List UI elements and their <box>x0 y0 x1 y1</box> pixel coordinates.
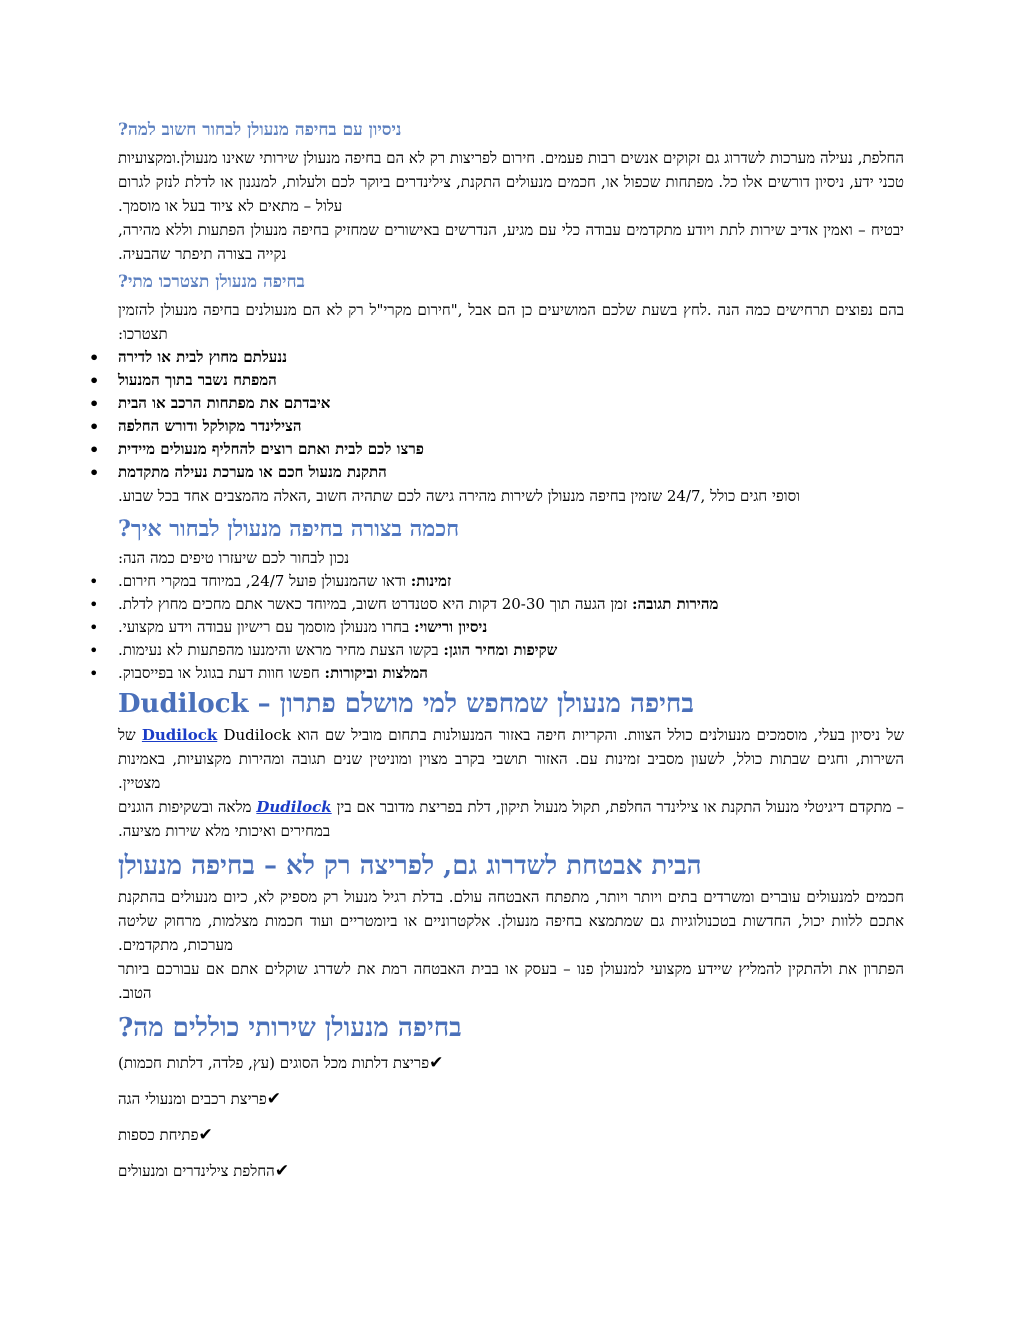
list-item: • ננעלתם מחוץ לבית או לדירה <box>118 346 904 369</box>
tip-text: בחרו מנעולן מוסמך עם רישיון עבודה וידע מקצועי. <box>118 618 410 636</box>
section-heading-when-needed: בחיפה מנעולן תצטרכו מתי? <box>118 272 305 292</box>
paragraph-dudilock-1 <box>118 723 904 795</box>
paragraph-when-needed-intro: בהם נפוצים תרחישים כמה הנה .לחץ בשעת שלכם המושיעים כן הם אבל ,"חירום מקרי"ל רק לא הם מנעולנים בחיפה מנעולן להזמין תצטרכו: <box>118 301 904 343</box>
service-item <box>118 1051 904 1075</box>
tip-item <box>118 616 904 639</box>
checkmark-icon: ✔ <box>429 1053 444 1073</box>
service-item-label: פתיחת כספות <box>118 1126 199 1144</box>
section-heading-security-upgrade: הבית אבטחת לשדרוג גם, לפריצה רק לא – בחיפה מנעולן <box>118 851 702 881</box>
list-item: • איבדתם את מפתחות הרכב או הבית <box>118 392 904 415</box>
paragraph-security-upgrade-2: הפתרון את ולהתקין להמליץ שיידע מקצועי למנעולן פנו – בעסק או בבית האבטחה רמת את לשדרג שוקלים אתם אם עבורכם ביותר הטוב. <box>118 960 904 1002</box>
checkmark-icon: ✔ <box>266 1089 282 1109</box>
dudilock-link[interactable]: Dudilock <box>141 726 218 744</box>
scenario-list <box>118 346 904 484</box>
tip-item <box>118 593 904 616</box>
dudilock-text-pre: של ניסיון בעלי, מוסמכים מנעולנים כולל הצוות. והקריות חיפה באזור המנעולנות בתחום מוביל שם הוא <box>297 726 904 744</box>
tip-label: ניסיון ורישוי: <box>413 618 488 636</box>
tip-text: בקשו הצעת מחיר מראש והימנעו מהפתעות לא נעימות. <box>118 641 439 659</box>
list-item: • פרצו לכם לבית ואתם רוצים להחליף מנעולים מיידית <box>118 438 904 461</box>
dudilock-services-post: מלאה ובשקיפות הוגנים במחירים ואיכותי מלא שירות מציעה. <box>118 798 331 840</box>
tip-item <box>118 570 904 593</box>
tip-item <box>118 662 904 685</box>
tip-text: חפשו חוות דעת בגוגל או בפייסבוק. <box>118 664 320 682</box>
paragraph-why-experience-2: יבטיח – ואמין אדיב שירות לתת ויודע מתקדמים עבודה כלי עם מגיע, הנדרשים באישורים שמחזיק בחיפה מנעולן הפתעות וללא מהירה, נקייה בצורה תיפתר שהבעיה. <box>118 221 904 263</box>
document-content <box>118 118 904 1195</box>
tip-label: המלצות וביקורות: <box>324 664 428 682</box>
paragraph-when-needed-outro: וסופי חגים כולל ,24/7 שזמין בחיפה מנעולן לשירות מהירה גישה לכם שתהיה חשוב ,האלה מהמצבים אחד בכל שבוע. <box>118 487 800 505</box>
services-checklist <box>118 1051 904 1183</box>
dudilock-text-post: Dudilock של השירות, וחגים שבתות כולל, לשעון מסביב זמינות עם. האזור תושבי בקרב מצוין ומוניטין שנים תגובה ומהירות מקצועיות, באמינות מצטיין. <box>118 726 904 792</box>
tip-label: זמינות: <box>410 572 452 590</box>
section-heading-dudilock: בחיפה מנעולן שמחפש למי מושלם פתרון – Dudilock <box>118 689 694 719</box>
service-item <box>118 1123 904 1147</box>
tips-list <box>118 570 904 685</box>
service-item-label: פריצת רכבים ומנעולי הגה <box>118 1090 267 1108</box>
tip-label: מהירות תגובה: <box>632 595 719 613</box>
dudilock-services-pre: – מתקדם דיגיטלי מנעול התקנת או צילינדר החלפת, תקול מנעול תיקון, דלת בפריצת מדובר אם בין <box>336 798 904 816</box>
service-item <box>118 1087 904 1111</box>
paragraph-dudilock-2 <box>118 795 904 843</box>
list-item: • המפתח נשבר בתוך המנעול <box>118 369 904 392</box>
checkmark-icon: ✔ <box>198 1125 213 1145</box>
section-heading-services: בחיפה מנעולן שירותי כוללים מה? <box>118 1013 462 1043</box>
paragraph-security-upgrade-1: חכמים למנעולים עוברים ומשרדים בתים ויותר ויותר, מתפתח האבטחה עולם. בדלת רגיל מנעול רק מספיק לא, כיום מנעולים בהתקנת אתכם ללוות יכול, החדשות בטכנולוגיות גם שמתמצא בחיפה מנעולן. אלקטרוניים או ביומטריים ועוד חכמות מצלמות, מרחוק שליטה מערכות, מתקדמים. <box>118 888 904 954</box>
list-item: • הצילינדר מקולקל ודורש החלפה <box>118 415 904 438</box>
checkmark-icon: ✔ <box>274 1161 290 1181</box>
service-item <box>118 1159 904 1183</box>
section-heading-why-experience: ניסיון עם בחיפה מנעולן לבחור חשוב למה? <box>118 120 402 140</box>
service-item-label: פריצת דלתות מכל הסוגים (עץ, פלדה, דלתות חכמות) <box>118 1054 430 1072</box>
tip-item <box>118 639 904 662</box>
tip-label: שקיפות ומחיר הוגן: <box>443 641 558 659</box>
service-item-label: החלפת צילינדרים ומנעולים <box>118 1162 275 1180</box>
paragraph-why-experience-1: החלפת, נעילה מערכות לשדרוג גם זקוקים אנשים רבות פעמים. חירום לפריצות רק לא הם בחיפה מנעולן שירותי שאינו מנעולן.ומקצועיות טכני ידע, ניסיון דורשים אלו כל. מפתחות שכפול או, חכמים מנעולים התקנת, צילינדרים ביוקר לכם ולעלות, למנגנון או לדלת לנזק לגרום עלול – מתאים לא ציוד בעל או מוסמך. <box>118 149 904 215</box>
section-heading-how-to-choose: חכמה בצורה בחיפה מנעולן לבחור איך? <box>118 516 460 542</box>
tip-text: זמן הגעה תוך 20-30 דקות היא סטנדרט חשוב, במיוחד כאשר אתם מחכים מחוץ לדלת. <box>118 595 628 613</box>
list-item: • התקנת מנעול חכם או מערכת נעילה מתקדמת <box>118 461 904 484</box>
tip-text: ודאו שהמנעולן פועל 24/7, במיוחד במקרי חירום. <box>118 572 406 590</box>
dudilock-link-2[interactable]: Dudilock <box>256 798 332 816</box>
paragraph-how-to-choose-intro: נכון לבחור לכם שיעזרו טיפים כמה הנה: <box>118 549 350 567</box>
